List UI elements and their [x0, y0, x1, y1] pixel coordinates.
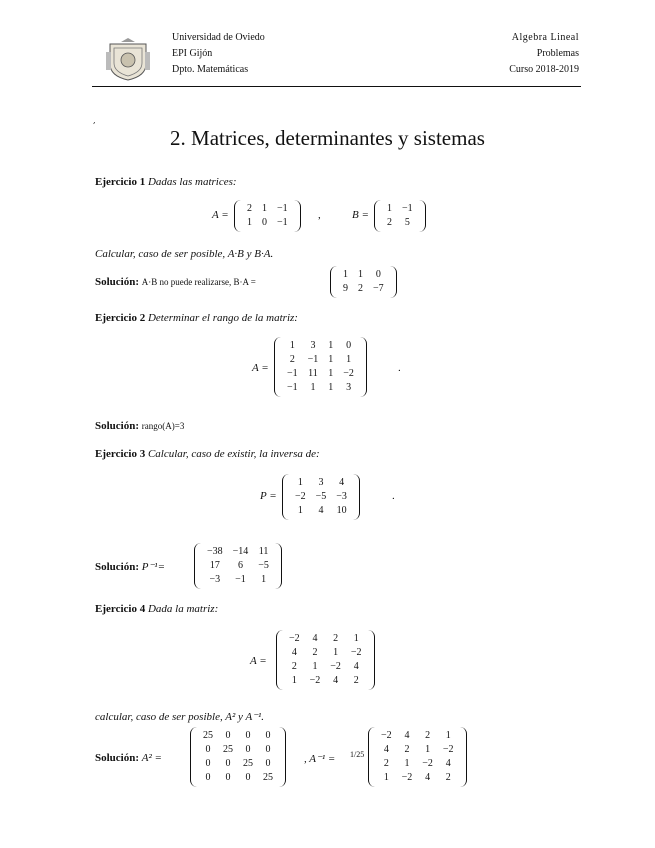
matrix-entry: 0	[265, 758, 271, 769]
matrix-entry: −2	[381, 730, 392, 741]
ex2-text: Determinar el rango de la matriz:	[147, 312, 298, 324]
ex1-text: Dadas las matrices:	[147, 176, 237, 188]
matrix-entry: 9	[343, 283, 348, 294]
header-year: Curso 2018-2019	[509, 64, 579, 75]
header-course-name: Algebra Lineal	[511, 32, 579, 43]
matrix-entry: 10	[336, 505, 347, 516]
ex4-sol-inverse	[368, 727, 467, 787]
university-seal-logo	[104, 38, 152, 82]
matrix-row	[242, 216, 293, 230]
matrix-row	[382, 202, 418, 216]
matrix-entry: 25	[263, 772, 273, 783]
matrix-row	[242, 202, 293, 216]
ex1-sol-matrix	[330, 266, 397, 298]
matrix-entry: 25	[203, 730, 213, 741]
ex1-label: Ejercicio 1	[95, 176, 146, 188]
matrix-row	[376, 757, 459, 771]
matrix-entry: 4	[339, 477, 345, 488]
matrix-row	[198, 743, 278, 757]
matrix-row	[290, 476, 352, 490]
matrix-entry: 0	[262, 217, 267, 228]
matrix-entry: 2	[445, 772, 451, 783]
matrix-entry: −7	[373, 283, 384, 294]
matrix-entry: −1	[307, 354, 319, 365]
matrix-row	[382, 216, 418, 230]
ex2-label: Ejercicio 2	[95, 312, 146, 324]
matrix-entry: 2	[291, 661, 297, 672]
ex3-sol-lhs: P⁻¹=	[141, 561, 166, 573]
matrix-entry: 5	[404, 217, 410, 228]
matrix-entry: 1	[312, 661, 318, 672]
matrix-table	[284, 632, 367, 688]
matrix-table	[202, 545, 274, 587]
matrix-entry: 3	[346, 382, 352, 393]
matrix-table	[338, 268, 389, 296]
matrix-entry: 0	[225, 758, 231, 769]
matrix-row	[198, 729, 278, 743]
ex4-sol-lhs: A² =	[141, 752, 162, 764]
matrix-entry: 1	[333, 647, 339, 658]
matrix-row	[282, 381, 359, 395]
matrix-entry: 1	[261, 574, 267, 585]
ex4-sol-a2	[190, 727, 286, 787]
matrix-entry: 1	[383, 772, 389, 783]
matrix-row	[198, 757, 278, 771]
ex3-statement	[95, 448, 320, 460]
matrix-entry: −1	[287, 368, 298, 379]
matrix-entry: 25	[243, 758, 253, 769]
matrix-row	[282, 353, 359, 367]
matrix-entry: 4	[291, 647, 297, 658]
matrix-row	[284, 660, 367, 674]
ex3-p-lhs: P =	[260, 490, 277, 502]
ex3-solution	[95, 560, 165, 573]
matrix-entry: 1	[328, 382, 334, 393]
header-department: Dpto. Matemáticas	[172, 64, 249, 75]
matrix-entry: 1	[262, 203, 267, 214]
matrix-entry: 1	[346, 354, 352, 365]
ex3-sol-label: Solución:	[95, 561, 140, 573]
matrix-entry: −2	[442, 744, 454, 755]
matrix-entry: 1	[297, 477, 303, 488]
ex4-statement	[95, 603, 218, 615]
ex2-solution	[95, 420, 184, 432]
matrix-table	[382, 202, 418, 230]
matrix-entry: 0	[265, 730, 271, 741]
stray-mark: ,	[93, 116, 96, 125]
matrix-table	[290, 476, 352, 518]
ex1-task: Calcular, caso de ser posible, A·B y B·A.	[95, 248, 274, 260]
matrix-entry: 0	[375, 269, 381, 280]
matrix-table	[376, 729, 459, 785]
matrix-entry: −2	[343, 368, 354, 379]
matrix-entry: −3	[336, 491, 347, 502]
matrix-entry: 1	[328, 340, 334, 351]
matrix-entry: 2	[353, 675, 359, 686]
ex2-statement	[95, 312, 298, 324]
ex1-sol-label: Solución:	[95, 276, 140, 288]
matrix-entry: 2	[387, 217, 392, 228]
matrix-row	[202, 545, 274, 559]
ex1-sep: ,	[318, 209, 321, 221]
page-title: 2. Matrices, determinantes y sistemas	[170, 126, 485, 150]
matrix-row	[376, 771, 459, 785]
matrix-entry: −2	[309, 675, 321, 686]
matrix-entry: −1	[277, 203, 288, 214]
matrix-row	[284, 646, 367, 660]
matrix-entry: 0	[225, 772, 231, 783]
ex1-sol-text: A·B no puede realizarse, B·A =	[141, 277, 256, 287]
matrix-row	[284, 674, 367, 688]
matrix-entry: 6	[237, 560, 243, 571]
matrix-entry: 2	[404, 744, 410, 755]
matrix-entry: 4	[404, 730, 410, 741]
ex3-end: .	[392, 490, 395, 502]
matrix-entry: 2	[312, 647, 318, 658]
matrix-entry: 0	[245, 772, 251, 783]
matrix-entry: 0	[205, 758, 211, 769]
matrix-entry: 11	[308, 368, 318, 379]
ex2-sol-text: rango(A)=3	[141, 421, 185, 431]
matrix-entry: −1	[277, 217, 288, 228]
matrix-entry: −2	[295, 491, 306, 502]
matrix-entry: −2	[330, 661, 341, 672]
ex4-matrix-a	[276, 630, 375, 690]
matrix-row	[376, 743, 459, 757]
matrix-entry: −1	[287, 382, 298, 393]
matrix-entry: −1	[235, 574, 246, 585]
matrix-entry: −38	[207, 546, 223, 557]
ex4-solution	[95, 752, 162, 764]
header-left	[172, 30, 265, 78]
header-university: Universidad de Oviedo	[172, 32, 265, 43]
matrix-entry: 0	[205, 744, 211, 755]
matrix-table	[198, 729, 278, 785]
ex1-matrix-b	[374, 200, 426, 232]
matrix-entry: 4	[312, 633, 318, 644]
matrix-row	[338, 282, 389, 296]
ex1-statement	[95, 176, 237, 188]
matrix-entry: 0	[346, 340, 352, 351]
ex3-matrix-p	[282, 474, 360, 520]
ex3-text: Calcular, caso de existir, la inversa de:	[147, 448, 320, 460]
matrix-entry: −5	[315, 491, 327, 502]
ex1-solution	[95, 276, 256, 288]
matrix-row	[284, 632, 367, 646]
matrix-entry: 4	[353, 661, 359, 672]
ex4-frac: 1/25	[350, 750, 365, 759]
matrix-entry: 1	[387, 203, 392, 214]
matrix-entry: −2	[422, 758, 433, 769]
header-school: EPI Gijón	[172, 48, 213, 59]
matrix-entry: 4	[383, 744, 389, 755]
matrix-row	[290, 490, 352, 504]
ex1-matrix-a	[234, 200, 301, 232]
ex2-end: .	[398, 362, 401, 374]
header-right	[509, 30, 579, 78]
matrix-entry: −1	[402, 203, 413, 214]
ex1-b-lhs: B =	[352, 209, 369, 221]
matrix-entry: 0	[205, 772, 211, 783]
matrix-table	[282, 339, 359, 395]
matrix-entry: 1	[445, 730, 451, 741]
matrix-entry: 1	[328, 354, 334, 365]
matrix-entry: 0	[265, 744, 271, 755]
ex3-sol-matrix	[194, 543, 282, 589]
matrix-entry: 1	[328, 368, 334, 379]
matrix-entry: 4	[445, 758, 451, 769]
matrix-entry: 25	[223, 744, 233, 755]
matrix-entry: 1	[297, 505, 303, 516]
matrix-entry: −2	[401, 772, 413, 783]
matrix-row	[282, 339, 359, 353]
matrix-entry: 0	[245, 730, 251, 741]
matrix-entry: 4	[318, 505, 324, 516]
matrix-entry: 2	[247, 203, 252, 214]
ex4-text: Dada la matriz:	[147, 603, 219, 615]
matrix-entry: 1	[353, 633, 359, 644]
matrix-entry: 1	[291, 675, 297, 686]
matrix-row	[202, 559, 274, 573]
ex4-sol-mid: , A⁻¹ =	[304, 753, 336, 765]
matrix-entry: 1	[247, 217, 252, 228]
matrix-entry: 3	[310, 340, 316, 351]
matrix-row	[290, 504, 352, 518]
ex2-sol-label: Solución:	[95, 420, 140, 432]
matrix-entry: 0	[245, 744, 251, 755]
matrix-entry: 1	[404, 758, 410, 769]
matrix-entry: 2	[289, 354, 295, 365]
matrix-entry: 2	[333, 633, 339, 644]
ex4-task: calcular, caso de ser posible, A² y A⁻¹.	[95, 711, 265, 723]
matrix-entry: 0	[225, 730, 231, 741]
matrix-entry: 17	[209, 560, 220, 571]
matrix-entry: 2	[383, 758, 389, 769]
matrix-row	[338, 268, 389, 282]
matrix-entry: 4	[425, 772, 431, 783]
matrix-entry: 1	[425, 744, 431, 755]
matrix-row	[282, 367, 359, 381]
ex4-sol-label: Solución:	[95, 752, 140, 764]
ex3-label: Ejercicio 3	[95, 448, 146, 460]
matrix-entry: −5	[258, 560, 269, 571]
matrix-entry: 1	[358, 269, 363, 280]
matrix-row	[198, 771, 278, 785]
ex4-label: Ejercicio 4	[95, 603, 146, 615]
matrix-row	[202, 573, 274, 587]
matrix-entry: −2	[289, 633, 300, 644]
header-doc-type: Problemas	[536, 48, 579, 59]
matrix-entry: 1	[289, 340, 295, 351]
matrix-row	[376, 729, 459, 743]
matrix-entry: −3	[209, 574, 221, 585]
ex4-a-lhs: A =	[250, 655, 267, 667]
matrix-table	[242, 202, 293, 230]
matrix-entry: 2	[358, 283, 363, 294]
matrix-entry: 4	[333, 675, 339, 686]
matrix-entry: 2	[425, 730, 431, 741]
ex1-a-lhs: A =	[212, 209, 229, 221]
matrix-entry: 11	[258, 546, 269, 557]
ex2-a-lhs: A =	[252, 362, 269, 374]
matrix-entry: 3	[318, 477, 324, 488]
matrix-entry: −14	[232, 546, 249, 557]
header-rule	[92, 86, 581, 87]
matrix-entry: 1	[310, 382, 316, 393]
matrix-entry: 1	[343, 269, 348, 280]
ex2-matrix-a	[274, 337, 367, 397]
matrix-entry: −2	[350, 647, 362, 658]
